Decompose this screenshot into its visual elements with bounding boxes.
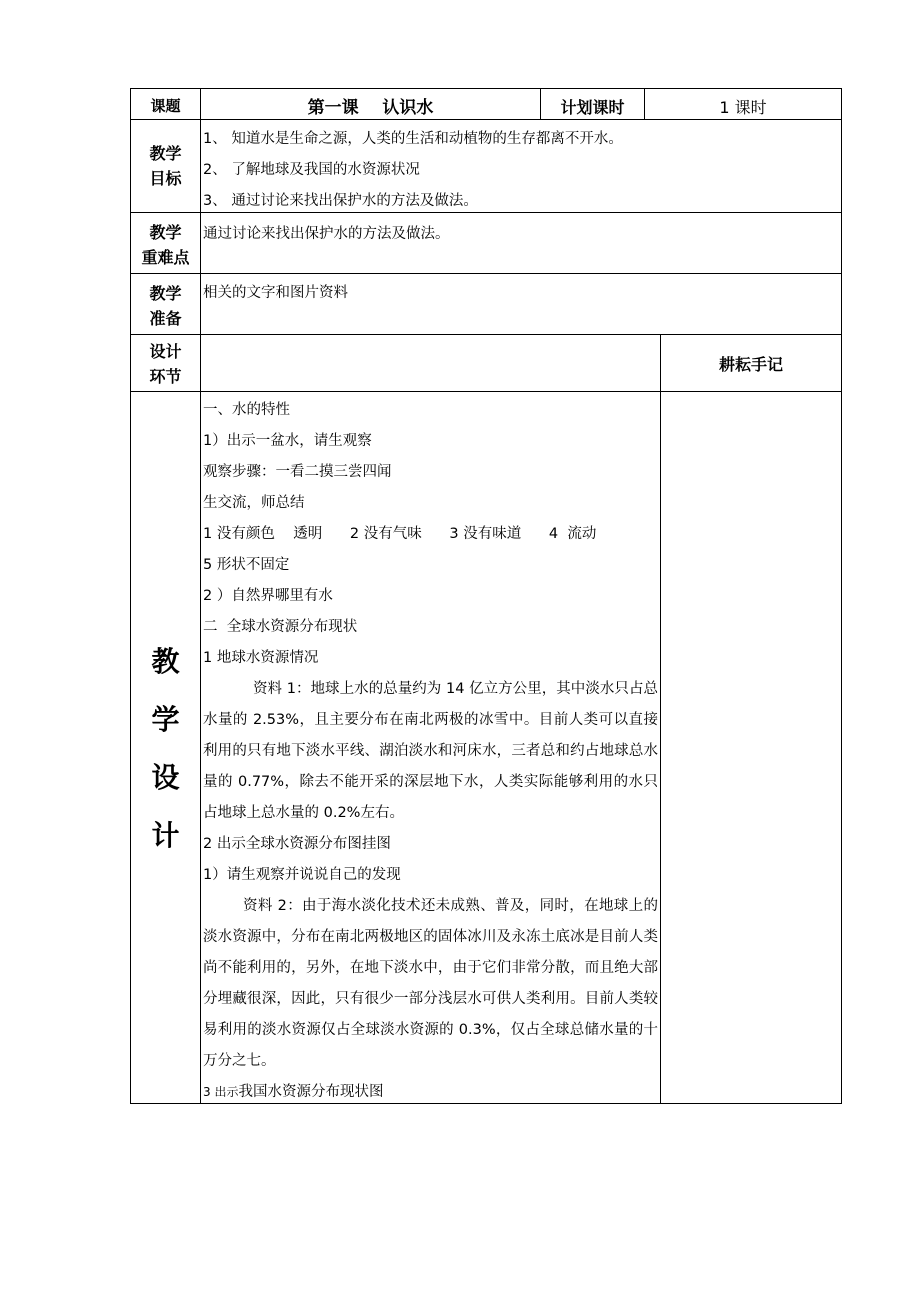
design-line: 观察步骤：一看二摸三尝四闻 <box>203 464 392 480</box>
objective-item: 2、 了解地球及我国的水资源状况 <box>203 162 420 178</box>
key-points-label-line2: 重难点 <box>141 248 190 267</box>
key-points-label <box>131 220 200 270</box>
design-line: 5 形状不固定 <box>203 557 290 573</box>
design-line: 2 出示全球水资源分布图挂图 <box>203 836 391 852</box>
preparation-label <box>131 281 200 331</box>
design-body <box>203 395 658 1108</box>
material-2: 资料 2：由于海水淡化技术还未成熟、普及，同时，在地球上的淡水资源中，分布在南北两极地区的固体冰川及永冻土底冰是目前人类尚不能利用的，另外，在地下淡水中，由于它们非常分散，而且绝大部分埋藏很深，因此，只有很少一部分浅层水可供人类利用。目前人类较易利用的淡水资源仅占全球淡水资源的 0.3%，仅占全球总储水量的十万分之七。 <box>203 898 658 1069</box>
notes-label: 耕耘手记 <box>718 355 783 374</box>
table-border <box>660 334 661 1104</box>
objectives-label-line1: 教学 <box>149 144 182 163</box>
design-line: 1）请生观察并说说自己的发现 <box>203 867 401 883</box>
preparation-text: 相关的文字和图片资料 <box>203 285 348 301</box>
design-stage-label-line1: 设计 <box>149 342 182 361</box>
last-line-rest: 我国水资源分布现状图 <box>238 1084 384 1100</box>
design-line: 2 ）自然界哪里有水 <box>203 588 333 604</box>
design-line: 1）出示一盆水，请生观察 <box>203 433 372 449</box>
course-label: 课题 <box>150 97 181 115</box>
material-1: 资料 1：地球上水的总量约为 14 亿立方公里，其中淡水只占总水量的 2.53%，且主要分布在南北两极的冰雪中。目前人类可以直接利用的只有地下淡水平线、湖泊淡水和河床水，三者总和约占地球总水量的 0.77%，除去不能开采的深层地下水，人类实际能够利用的水只占地球上总水量的 0.2%左右。 <box>203 681 658 821</box>
table-border <box>130 391 842 392</box>
objectives-list <box>203 124 839 217</box>
table-border <box>130 334 842 335</box>
design-line: 二 全球水资源分布现状 <box>203 619 358 635</box>
table-border <box>200 88 201 1104</box>
side-char: 学 <box>151 703 180 736</box>
last-line-prefix: 3 出示 <box>203 1085 239 1099</box>
objective-item: 1、 知道水是生命之源，人类的生活和动植物的生存都离不开水。 <box>203 131 623 147</box>
table-border <box>130 88 842 89</box>
key-points-label-line1: 教学 <box>149 223 182 242</box>
hours-label: 计划课时 <box>560 98 625 117</box>
side-char: 教 <box>151 645 180 678</box>
objective-item: 3、 通过讨论来找出保护水的方法及做法。 <box>203 193 478 209</box>
design-line: 1 没有颜色 透明 2 没有气味 3 没有味道 4 流动 <box>203 526 597 542</box>
objectives-label <box>131 141 200 191</box>
table-border <box>130 273 842 274</box>
key-points-text: 通过讨论来找出保护水的方法及做法。 <box>203 226 450 242</box>
course-title: 第一课 认识水 <box>307 98 434 118</box>
design-line: 生交流，师总结 <box>203 495 305 511</box>
hours-value: 1 课时 <box>719 98 767 117</box>
design-stage-label-line2: 环节 <box>149 367 182 386</box>
preparation-label-line2: 准备 <box>149 309 182 328</box>
design-line: 一、水的特性 <box>203 402 290 418</box>
design-side-label <box>131 633 200 865</box>
side-char: 计 <box>151 819 180 852</box>
table-border <box>841 88 842 1104</box>
table-border <box>130 119 842 120</box>
design-line-last <box>203 1077 658 1108</box>
preparation-label-line1: 教学 <box>149 284 182 303</box>
design-stage-label <box>131 339 200 389</box>
objectives-label-line2: 目标 <box>149 169 182 188</box>
design-line: 1 地球水资源情况 <box>203 650 319 666</box>
side-char: 设 <box>151 761 180 794</box>
